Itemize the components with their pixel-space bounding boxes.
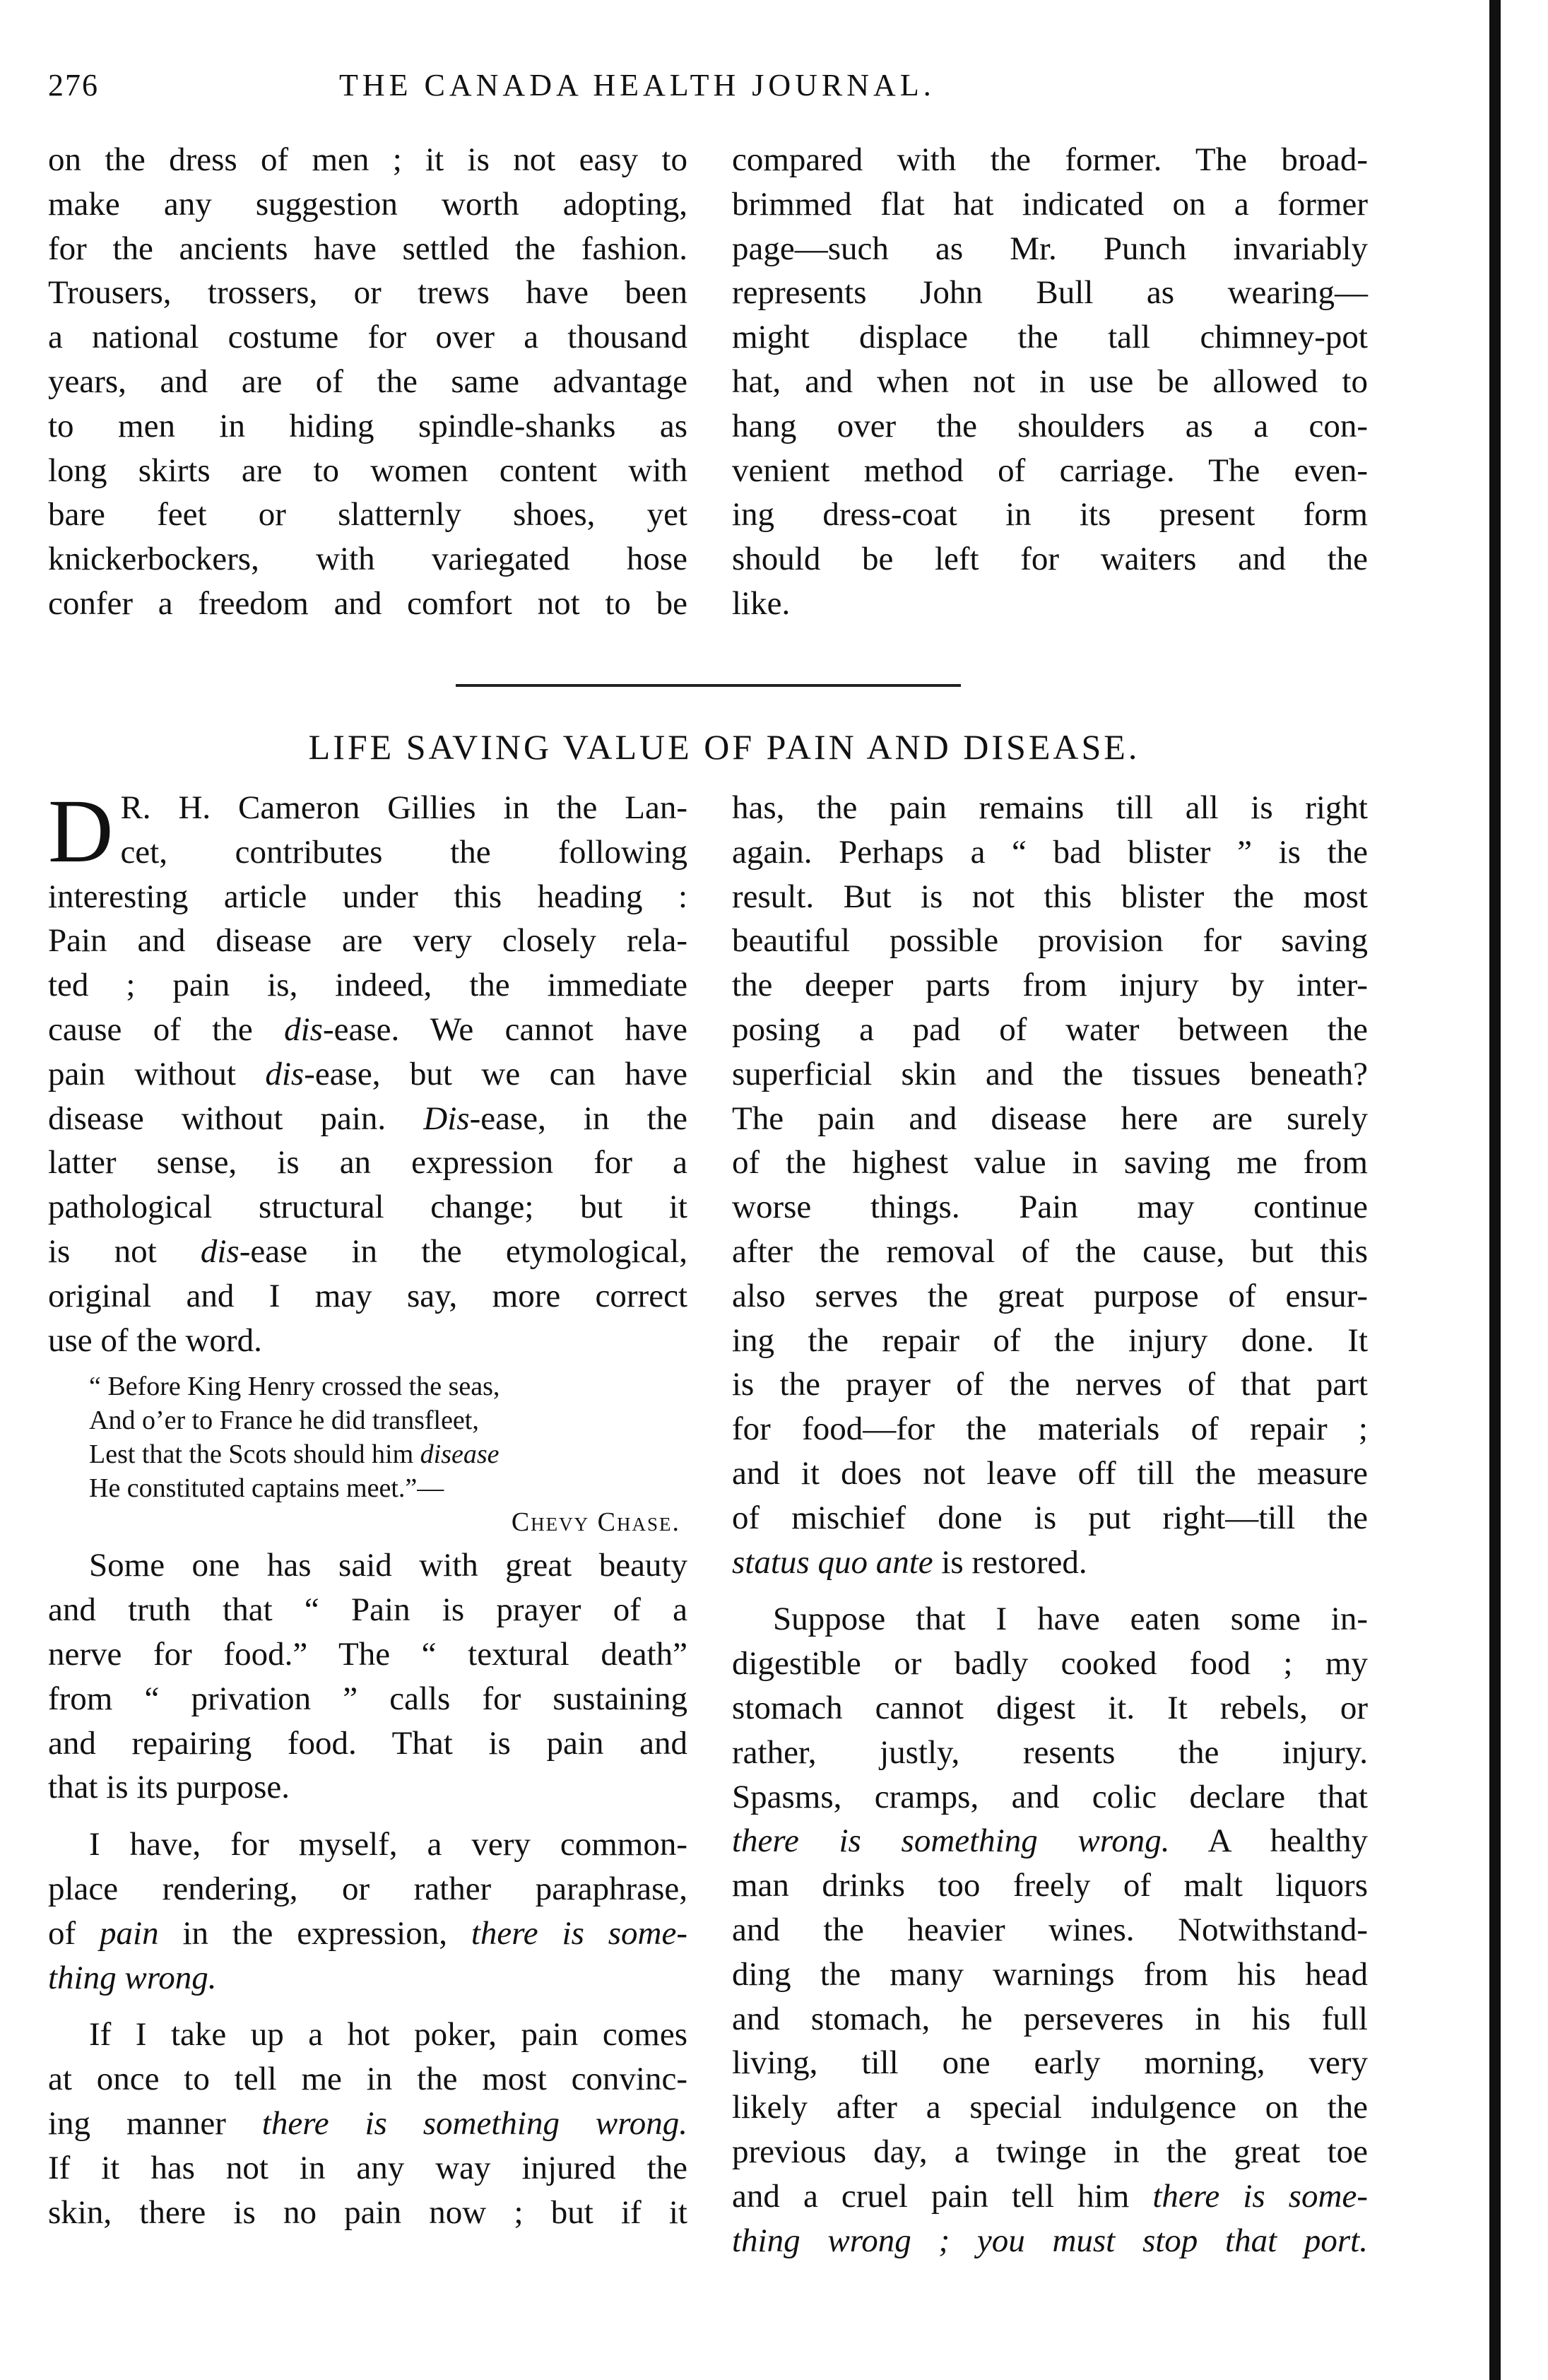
text-line: Suppose that I have eaten some in- <box>773 1601 1368 1638</box>
page-edge-shadow <box>1489 0 1501 2380</box>
text-line: Spasms, cramps, and colic declare that <box>732 1778 1368 1815</box>
text-line: place rendering, or rather paraphrase, <box>48 1870 687 1907</box>
text-line: from “ privation ” calls for sustaining <box>48 1680 687 1717</box>
text-line: The pain and disease here are surely <box>732 1100 1368 1137</box>
text-line: is the prayer of the nerves of that part <box>732 1366 1368 1403</box>
text-line: of the highest value in saving me from <box>732 1144 1368 1182</box>
text-line: Trousers, trossers, or trews have been <box>48 274 687 312</box>
text-line: the deeper parts from injury by inter- <box>732 967 1368 1004</box>
text-line: previous day, a twinge in the great toe <box>732 2133 1368 2170</box>
text-line: like. <box>732 584 791 622</box>
text-line: ing manner there is something wrong. <box>48 2104 687 2142</box>
verse-line: He constituted captains meet.”— <box>89 1473 444 1504</box>
text-line: at once to tell me in the most convinc- <box>48 2061 687 2098</box>
paragraph <box>732 1597 1368 1642</box>
verse-line: “ Before King Henry crossed the seas, <box>89 1372 500 1402</box>
text-line: represents John Bull as wearing— <box>732 274 1368 312</box>
text-line: and stomach, he perseveres in his full <box>732 2000 1368 2037</box>
text-line: cet, contributes the following <box>120 833 687 871</box>
text-line: years, and are of the same advantage <box>48 363 687 400</box>
text-line: If it has not in any way injured the <box>48 2149 687 2186</box>
text-line: disease without pain. Dis-ease, in the <box>48 1100 687 1137</box>
verse-attribution: Chevy Chase. <box>511 1507 680 1538</box>
text-line: I have, for myself, a very common- <box>89 1826 687 1863</box>
text-line: interesting article under this heading : <box>48 878 687 915</box>
text-line: man drinks too freely of malt liquors <box>732 1867 1368 1904</box>
text-line: superficial skin and the tissues beneath? <box>732 1055 1368 1092</box>
text-line: cause of the dis-ease. We cannot have <box>48 1011 687 1048</box>
paragraph <box>48 2013 687 2057</box>
text-line: living, till one early morning, very <box>732 2044 1368 2082</box>
text-line: should be left for waiters and the <box>732 541 1368 578</box>
text-line: result. But is not this blister the most <box>732 878 1368 915</box>
text-line: and repairing food. That is pain and <box>48 1724 687 1762</box>
text-line: knickerbockers, with variegated hose <box>48 541 687 578</box>
text-line: on the dress of men ; it is not easy to <box>48 141 687 178</box>
text-line: nerve for food.” The “ textural death” <box>48 1635 687 1673</box>
text-line: has, the pain remains till all is right <box>732 789 1368 826</box>
text-line: might displace the tall chimney-pot <box>732 319 1368 356</box>
verse-line: And o’er to France he did transfleet, <box>89 1406 479 1436</box>
text-line: and it does not leave off till the measure <box>732 1454 1368 1492</box>
paragraph <box>48 1543 687 1588</box>
text-line: of pain in the expression, there is some- <box>48 1914 687 1952</box>
paragraph <box>48 1822 687 1867</box>
article-title: LIFE SAVING VALUE OF PAIN AND DISEASE. <box>308 727 1140 767</box>
drop-cap: D <box>48 781 114 881</box>
text-line: confer a freedom and comfort not to be <box>48 584 687 622</box>
text-line: Some one has said with great beauty <box>89 1547 687 1584</box>
text-line: also serves the great purpose of ensur- <box>732 1277 1368 1314</box>
text-line: likely after a special indulgence on the <box>732 2089 1368 2126</box>
text-line: is not dis-ease in the etymological, <box>48 1232 687 1270</box>
text-line: Pain and disease are very closely rela- <box>48 922 687 960</box>
text-line: again. Perhaps a “ bad blister ” is the <box>732 833 1368 871</box>
text-line: long skirts are to women content with <box>48 452 687 489</box>
top-right-column <box>732 138 1368 626</box>
text-line: R. H. Cameron Gillies in the Lan- <box>120 789 687 826</box>
text-line: compared with the former. The broad- <box>732 141 1368 178</box>
text-line: skin, there is no pain now ; but if it <box>48 2193 687 2231</box>
text-line: there is something wrong. A healthy <box>732 1822 1369 1860</box>
text-line: after the removal of the cause, but this <box>732 1232 1368 1270</box>
text-line: a national costume for over a thousand <box>48 319 687 356</box>
verse-quotation <box>89 1369 687 1539</box>
text-line: thing wrong. <box>48 1959 217 1996</box>
text-line: posing a pad of water between the <box>732 1011 1368 1048</box>
text-line: latter sense, is an expression for a <box>48 1144 687 1182</box>
top-left-column <box>48 138 687 626</box>
text-line: bare feet or slatternly shoes, yet <box>48 496 687 534</box>
text-line: digestible or badly cooked food ; my <box>732 1645 1368 1683</box>
text-line: ted ; pain is, indeed, the immediate <box>48 967 687 1004</box>
text-line: original and I may say, more correct <box>48 1277 687 1314</box>
text-line: rather, justly, resents the injury. <box>732 1733 1368 1771</box>
text-line: pain without dis-ease, but we can have <box>48 1055 687 1092</box>
text-line: use of the word. <box>48 1321 262 1359</box>
text-line: worse things. Pain may continue <box>732 1189 1368 1226</box>
text-line: ding the many warnings from his head <box>732 1955 1368 1993</box>
text-line: If I take up a hot poker, pain comes <box>89 2016 687 2054</box>
text-line: stomach cannot digest it. It rebels, or <box>732 1689 1368 1726</box>
verse-line: Lest that the Scots should him disease <box>89 1439 500 1470</box>
article-right-column <box>732 786 1368 2263</box>
text-line: of mischief done is put right—till the <box>732 1499 1368 1536</box>
text-line: beautiful possible provision for saving <box>732 922 1368 960</box>
text-line: that is its purpose. <box>48 1769 290 1806</box>
text-line: page—such as Mr. Punch invariably <box>732 230 1368 267</box>
text-line: ing the repair of the injury done. It <box>732 1321 1368 1359</box>
running-header <box>0 67 1548 124</box>
text-line: ing dress-coat in its present form <box>732 496 1368 534</box>
page-number: 276 <box>48 68 99 102</box>
text-line: for food—for the materials of repair ; <box>732 1410 1368 1448</box>
text-line: brimmed flat hat indicated on a former <box>732 185 1368 223</box>
text-line: hang over the shoulders as a con- <box>732 407 1368 444</box>
text-line: pathological structural change; but it <box>48 1189 687 1226</box>
text-line: and a cruel pain tell him there is some- <box>732 2177 1368 2215</box>
text-line: for the ancients have settled the fashion. <box>48 230 687 267</box>
text-line: and the heavier wines. Notwithstand- <box>732 1911 1368 1948</box>
section-divider <box>456 684 961 687</box>
text-line: to men in hiding spindle-shanks as <box>48 407 687 444</box>
text-line: venient method of carriage. The even- <box>732 452 1368 489</box>
article-left-column <box>48 781 687 2234</box>
text-line: hat, and when not in use be allowed to <box>732 363 1368 400</box>
text-line: and truth that “ Pain is prayer of a <box>48 1591 687 1629</box>
text-line: make any suggestion worth adopting, <box>48 185 687 223</box>
text-line: thing wrong ; you must stop that port. <box>732 2222 1368 2259</box>
text-line: status quo ante is restored. <box>732 1543 1087 1581</box>
journal-title: THE CANADA HEALTH JOURNAL. <box>339 68 935 102</box>
